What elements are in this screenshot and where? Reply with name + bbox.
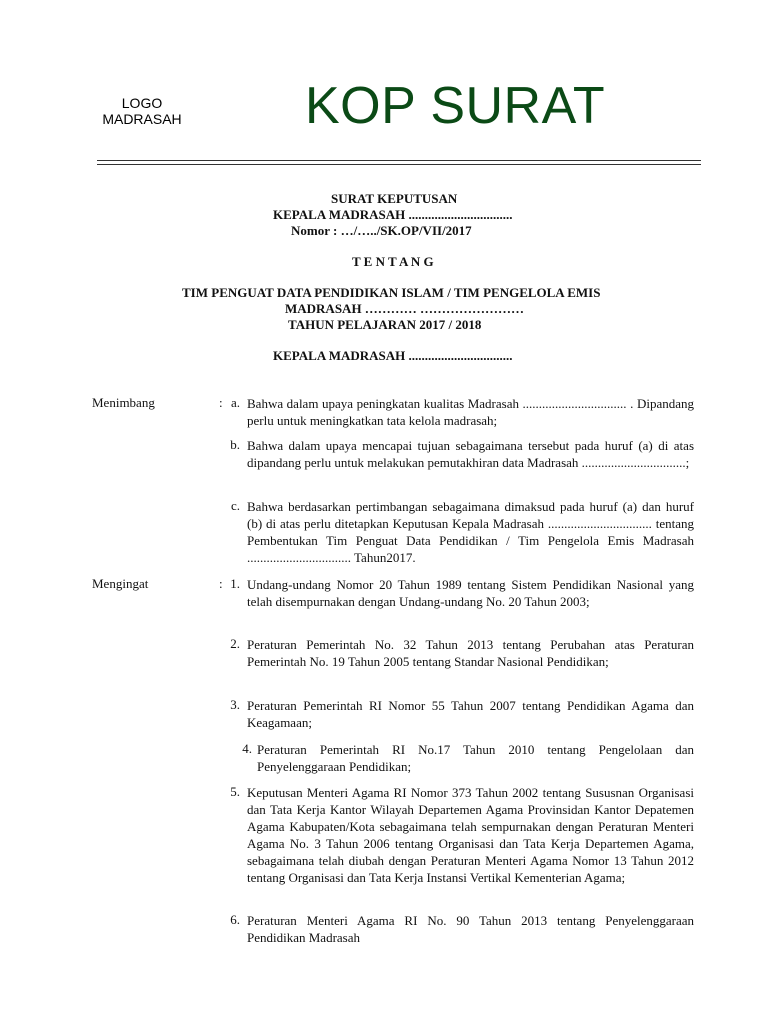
mengingat-num-6: 6. bbox=[230, 912, 240, 927]
mengingat-num-1: 1. bbox=[230, 576, 240, 591]
mengingat-colon: : bbox=[219, 576, 223, 591]
doc-tentang: T E N T A N G bbox=[352, 254, 434, 269]
mengingat-num-5: 5. bbox=[230, 784, 240, 799]
mengingat-item-1: Undang-undang Nomor 20 Tahun 1989 tentang Sistem Pendidikan Nasional yang telah disempurnakan dengan Undang-undang No. 20 Tahun 2003; bbox=[247, 577, 694, 609]
mengingat-item-3: Peraturan Pemerintah RI Nomor 55 Tahun 2007 tentang Pendidikan Agama dan Keagamaan; bbox=[247, 698, 694, 730]
logo-text-line2: MADRASAH bbox=[102, 111, 182, 127]
letterhead-rule-bottom bbox=[97, 164, 701, 165]
menimbang-num-a: a. bbox=[230, 395, 240, 410]
menimbang-num-c: c. bbox=[230, 498, 240, 513]
mengingat-item-2: Peraturan Pemerintah No. 32 Tahun 2013 tentang Perubahan atas Peraturan Pemerintah No. 19 Tahun 2005 tentang Standar Nasional Pendidikan; bbox=[247, 637, 694, 669]
doc-issuer-line: KEPALA MADRASAH ................................ bbox=[273, 207, 513, 222]
menimbang-item-c: Bahwa berdasarkan pertimbangan sebagaimana dimaksud pada huruf (a) dan huruf (b) di atas perlu ditetapkan Keputusan Kepala Madrasah ................................ tentang Pembentukan Tim Penguat Data Pendidikan / Tim Pengelola Emis Madrasah ................................ Tahun2017. bbox=[247, 499, 694, 565]
doc-number: Nomor : …/…../SK.OP/VII/2017 bbox=[291, 223, 472, 238]
letterhead-rule-top bbox=[97, 160, 701, 161]
doc-type: SURAT KEPUTUSAN bbox=[331, 191, 458, 206]
menimbang-num-b: b. bbox=[230, 437, 240, 452]
mengingat-item-5: Keputusan Menteri Agama RI Nomor 373 Tahun 2002 tentang Sususnan Organisasi dan Tata Kerja Kantor Wilayah Departemen Agama Provinsidan Kantor Depatemen Agama Kabupaten/Kota sebagaimana telah sempurnakan dengan Peraturan Menteri Agama No. 3 Tahun 2006 tentang Organisasi dan Tata Kerja Departemen Agama, sebagaimana telah diubah dengan Peraturan Menteri Agama Nomor 13 Tahun 2012 tentang Organisasi dan Tata Kerja Instansi Vertikal Kementerian Agama; bbox=[247, 785, 694, 885]
doc-subject-line2: MADRASAH ………… …………………… bbox=[285, 301, 525, 316]
doc-subject-line3: TAHUN PELAJARAN 2017 / 2018 bbox=[288, 317, 482, 332]
menimbang-colon: : bbox=[219, 395, 223, 410]
logo-text-line1: LOGO bbox=[121, 95, 163, 111]
mengingat-num-2: 2. bbox=[230, 636, 240, 651]
logo-placeholder bbox=[92, 95, 192, 127]
menimbang-label: Menimbang bbox=[92, 395, 155, 410]
doc-subject-line1: TIM PENGUAT DATA PENDIDIKAN ISLAM / TIM PENGELOLA EMIS bbox=[182, 285, 601, 300]
menimbang-item-a: Bahwa dalam upaya peningkatan kualitas Madrasah ................................ . Dipandang perlu untuk meningkatkan tata kelola madrasah; bbox=[247, 396, 694, 428]
mengingat-num-4: 4. bbox=[242, 741, 252, 756]
mengingat-item-6: Peraturan Menteri Agama RI No. 90 Tahun 2013 tentang Penyelenggaraan Pendidikan Madrasah bbox=[247, 913, 694, 945]
letterhead-title: KOP SURAT bbox=[305, 77, 606, 135]
doc-issuer: KEPALA MADRASAH ................................ bbox=[273, 348, 513, 363]
mengingat-num-3: 3. bbox=[230, 697, 240, 712]
mengingat-label: Mengingat bbox=[92, 576, 149, 591]
menimbang-item-b: Bahwa dalam upaya mencapai tujuan sebagaimana tersebut pada huruf (a) di atas dipandang perlu untuk melakukan pemutakhiran data Madrasah ................................; bbox=[247, 438, 694, 470]
mengingat-item-4: Peraturan Pemerintah RI No.17 Tahun 2010 tentang Pengelolaan dan Penyelenggaraan Pendidikan; bbox=[257, 742, 694, 774]
